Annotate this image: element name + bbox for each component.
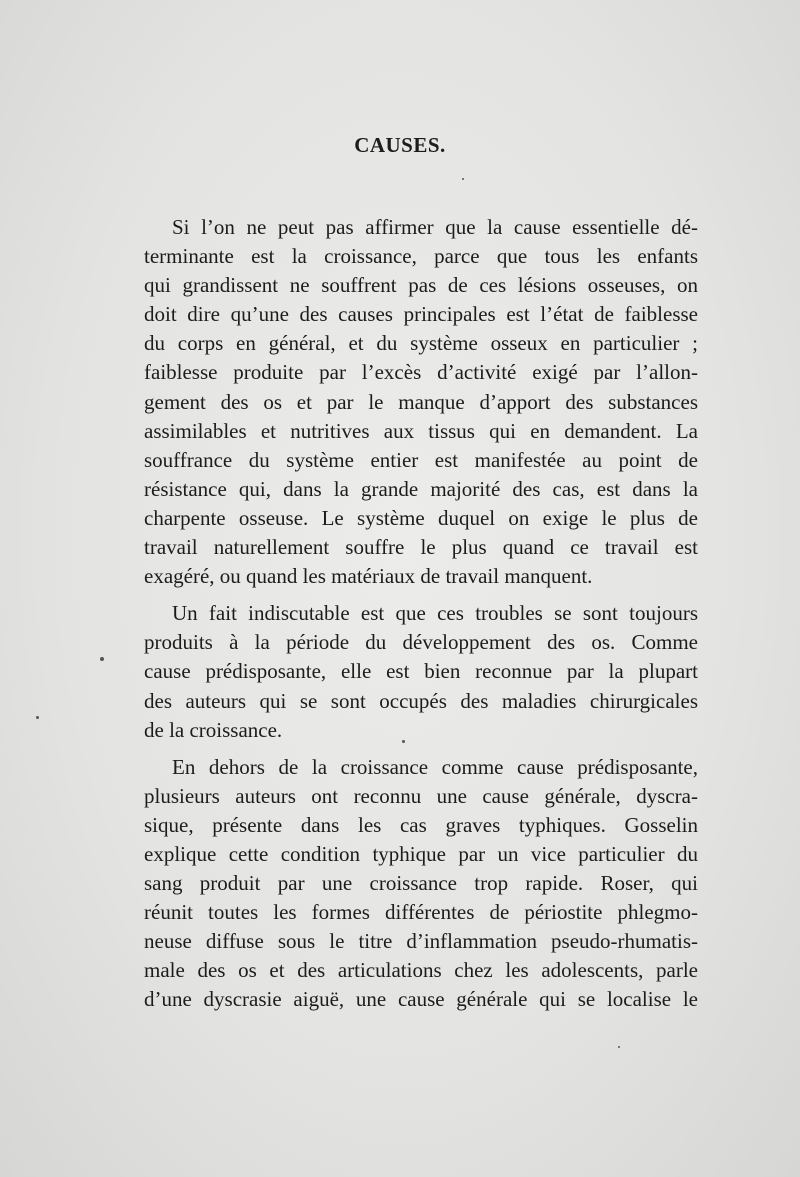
text-line: plusieurs auteurs ont reconnu une cause générale, dyscra- <box>144 783 698 808</box>
text-line: faiblesse produite par l’excès d’activité exigé par l’allon- <box>144 360 698 385</box>
paragraph-3 <box>118 753 698 1015</box>
text-line: explique cette condition typhique par un vice particulier du <box>144 841 698 866</box>
text-line: male des os et des articulations chez les adolescents, parle <box>144 958 698 983</box>
text-line: qui grandissent ne souffrent pas de ces lésions osseuses, on <box>144 273 698 298</box>
text-line: produits à la période du développement des os. Comme <box>144 630 698 655</box>
paragraph-1 <box>118 213 698 591</box>
text-line: neuse diffuse sous le titre d’inflammation pseudo-rhumatis- <box>144 929 698 954</box>
text-line: travail naturellement souffre le plus quand ce travail est <box>144 535 698 560</box>
text-line: cause prédisposante, elle est bien reconnue par la plupart <box>144 659 698 684</box>
text-line: Un fait indiscutable est que ces troubles se sont toujours <box>172 601 698 626</box>
paper-speck <box>100 657 104 661</box>
text-line: assimilables et nutritives aux tissus qui en demandent. La <box>144 418 698 443</box>
text-line: doit dire qu’une des causes principales est l’état de faiblesse <box>144 302 698 327</box>
text-line: gement des os et par le manque d’apport des substances <box>144 389 698 414</box>
text-line: de la croissance. <box>144 717 283 742</box>
paper-speck <box>402 740 405 743</box>
text-line: charpente osseuse. Le système duquel on exige le plus de <box>144 505 698 530</box>
text-line: En dehors de la croissance comme cause prédisposante, <box>172 754 698 779</box>
paper-speck <box>618 1046 620 1048</box>
text-line: exagéré, ou quand les matériaux de travail manquent. <box>144 564 593 589</box>
text-line: des auteurs qui se sont occupés des maladies chirurgicales <box>144 688 698 713</box>
text-line: du corps en général, et du système osseux en particulier ; <box>144 331 698 356</box>
section-heading: CAUSES. <box>354 133 446 157</box>
text-line: souffrance du système entier est manifestée au point de <box>144 447 698 472</box>
text-line: résistance qui, dans la grande majorité des cas, est dans la <box>144 476 698 501</box>
text-line: sique, présente dans les cas graves typhiques. Gosselin <box>144 812 698 837</box>
text-line: terminante est la croissance, parce que tous les enfants <box>144 244 698 269</box>
text-line: d’une dyscrasie aiguë, une cause générale qui se localise le <box>144 987 698 1012</box>
body-text <box>118 213 698 1023</box>
paper-speck <box>36 716 39 719</box>
text-line: sang produit par une croissance trop rapide. Roser, qui <box>144 871 698 896</box>
paper-speck <box>462 178 464 180</box>
text-line: réunit toutes les formes différentes de périostite phlegmo- <box>144 900 698 925</box>
paragraph-2 <box>118 599 698 744</box>
text-line: Si l’on ne peut pas affirmer que la cause essentielle dé- <box>172 215 698 239</box>
